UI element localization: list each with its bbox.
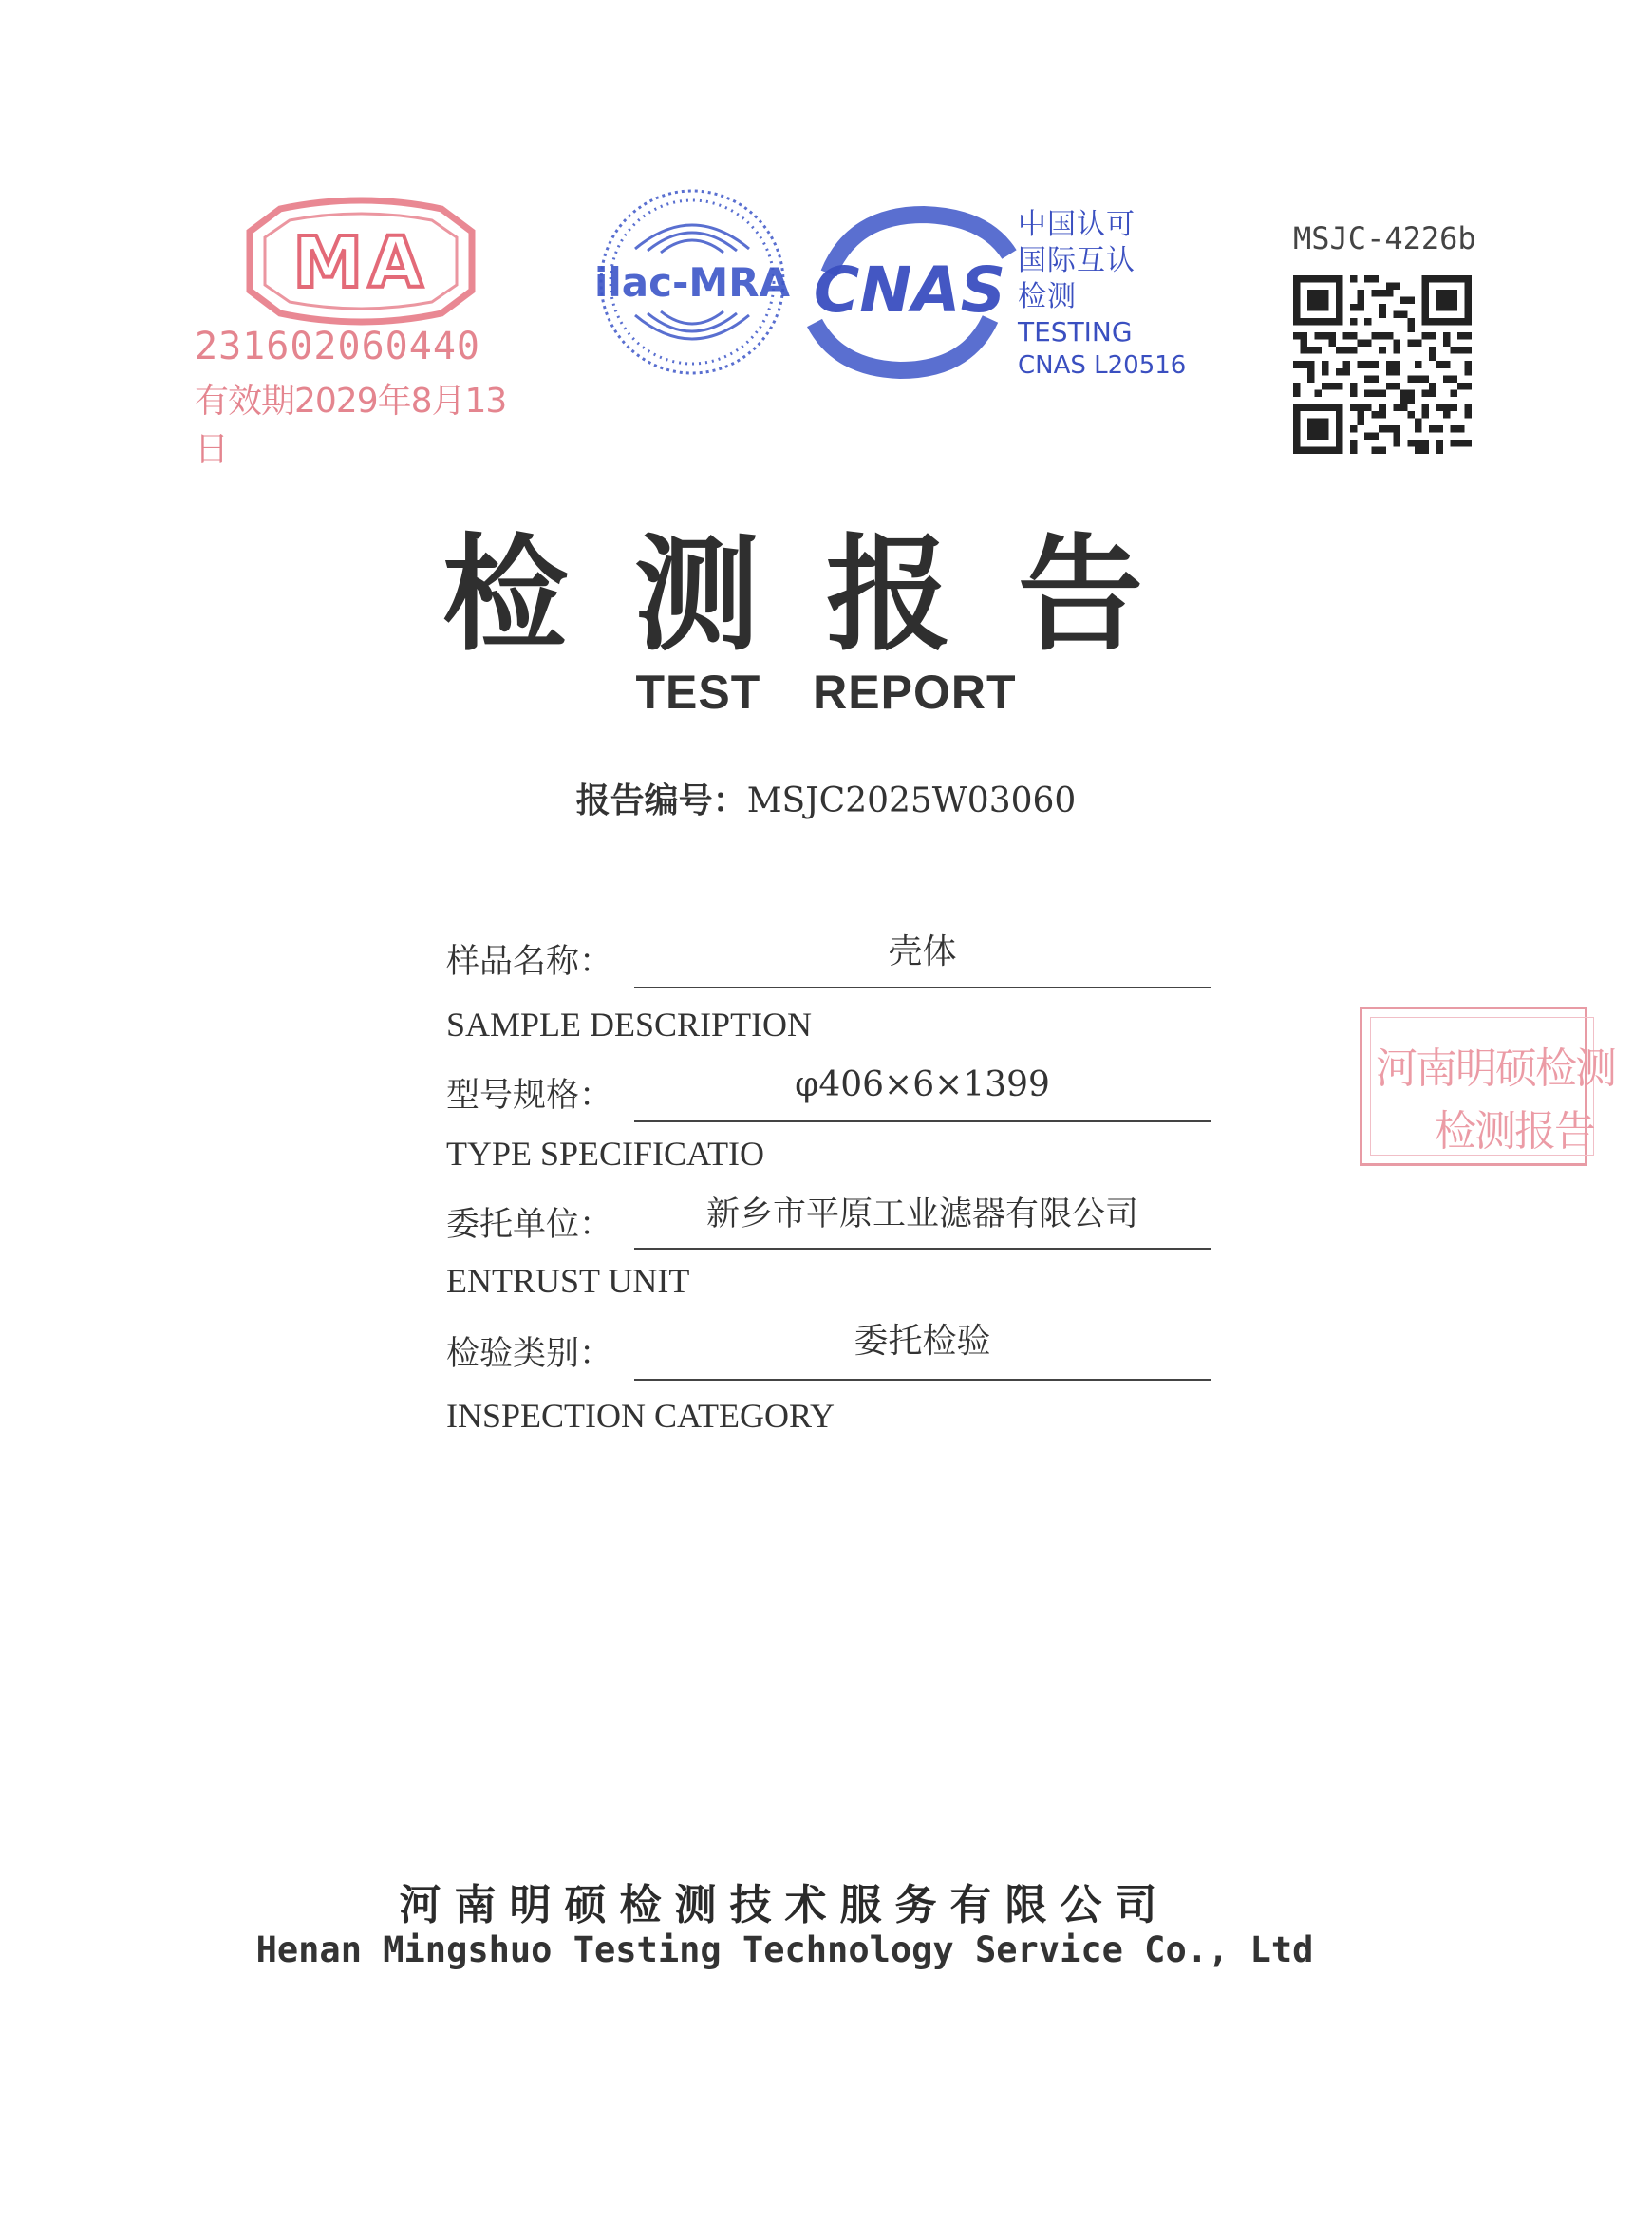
inspection-category-value: 委托检验	[634, 1314, 1211, 1381]
seal-line2: 检测报告	[1435, 1107, 1594, 1156]
document-code: MSJC-4226b	[1293, 220, 1476, 256]
cnas-number: CNAS L20516	[1018, 351, 1187, 380]
company-name-zh: 河南明硕检测技术服务有限公司	[399, 1881, 1171, 1929]
entrust-unit-value: 新乡市平原工业滤器有限公司	[634, 1187, 1211, 1250]
cnas-accreditation-text	[1018, 208, 1187, 380]
cma-validity: 有效期2029年8月13日	[195, 382, 507, 469]
cma-cert-number: 231602060440	[195, 325, 480, 368]
type-specification-label: TYPE SPECIFICATIO	[446, 1135, 765, 1173]
cnas-logo	[796, 207, 1023, 378]
sample-name-label: 样品名称：	[446, 943, 613, 981]
cma-logo	[223, 199, 498, 323]
type-spec-label: 型号规格：	[446, 1077, 613, 1115]
report-number	[0, 774, 1652, 822]
svg-text:CNAS: CNAS	[813, 254, 1006, 327]
company-name-en: Henan Mingshuo Testing Technology Service Co., Ltd	[255, 1929, 1314, 1970]
sample-name-value: 壳体	[634, 926, 1211, 988]
report-number-value: MSJC2025W03060	[746, 781, 1077, 820]
cnas-zh-line2: 国际互认	[1018, 244, 1136, 277]
cma-stamp	[195, 199, 507, 469]
report-title-zh: 检测报告	[442, 522, 1210, 668]
inspection-category-en-label: INSPECTION CATEGORY	[446, 1397, 835, 1435]
cnas-testing: TESTING	[1018, 316, 1133, 348]
svg-text:ilac-MRA: ilac-MRA	[593, 259, 791, 306]
qr-code-icon	[1293, 275, 1472, 454]
type-spec-value: φ406×6×1399	[634, 1058, 1211, 1122]
sample-description-label: SAMPLE DESCRIPTION	[446, 1006, 813, 1044]
company-seal-stamp	[1360, 1007, 1615, 1166]
entrust-unit-en-label: ENTRUST UNIT	[446, 1262, 690, 1300]
report-number-label: 报告编号：	[575, 781, 747, 820]
cnas-zh-line3: 检测	[1018, 280, 1077, 313]
inspection-category-label: 检验类别：	[446, 1335, 613, 1373]
ilac-mra-logo	[592, 182, 792, 382]
svg-text:MA: MA	[292, 222, 429, 304]
report-title-en: TEST REPORT	[635, 666, 1017, 719]
entrust-unit-label: 委托单位：	[446, 1206, 613, 1244]
cnas-zh-line1: 中国认可	[1018, 208, 1136, 241]
seal-line1: 河南明硕检测	[1376, 1044, 1615, 1093]
